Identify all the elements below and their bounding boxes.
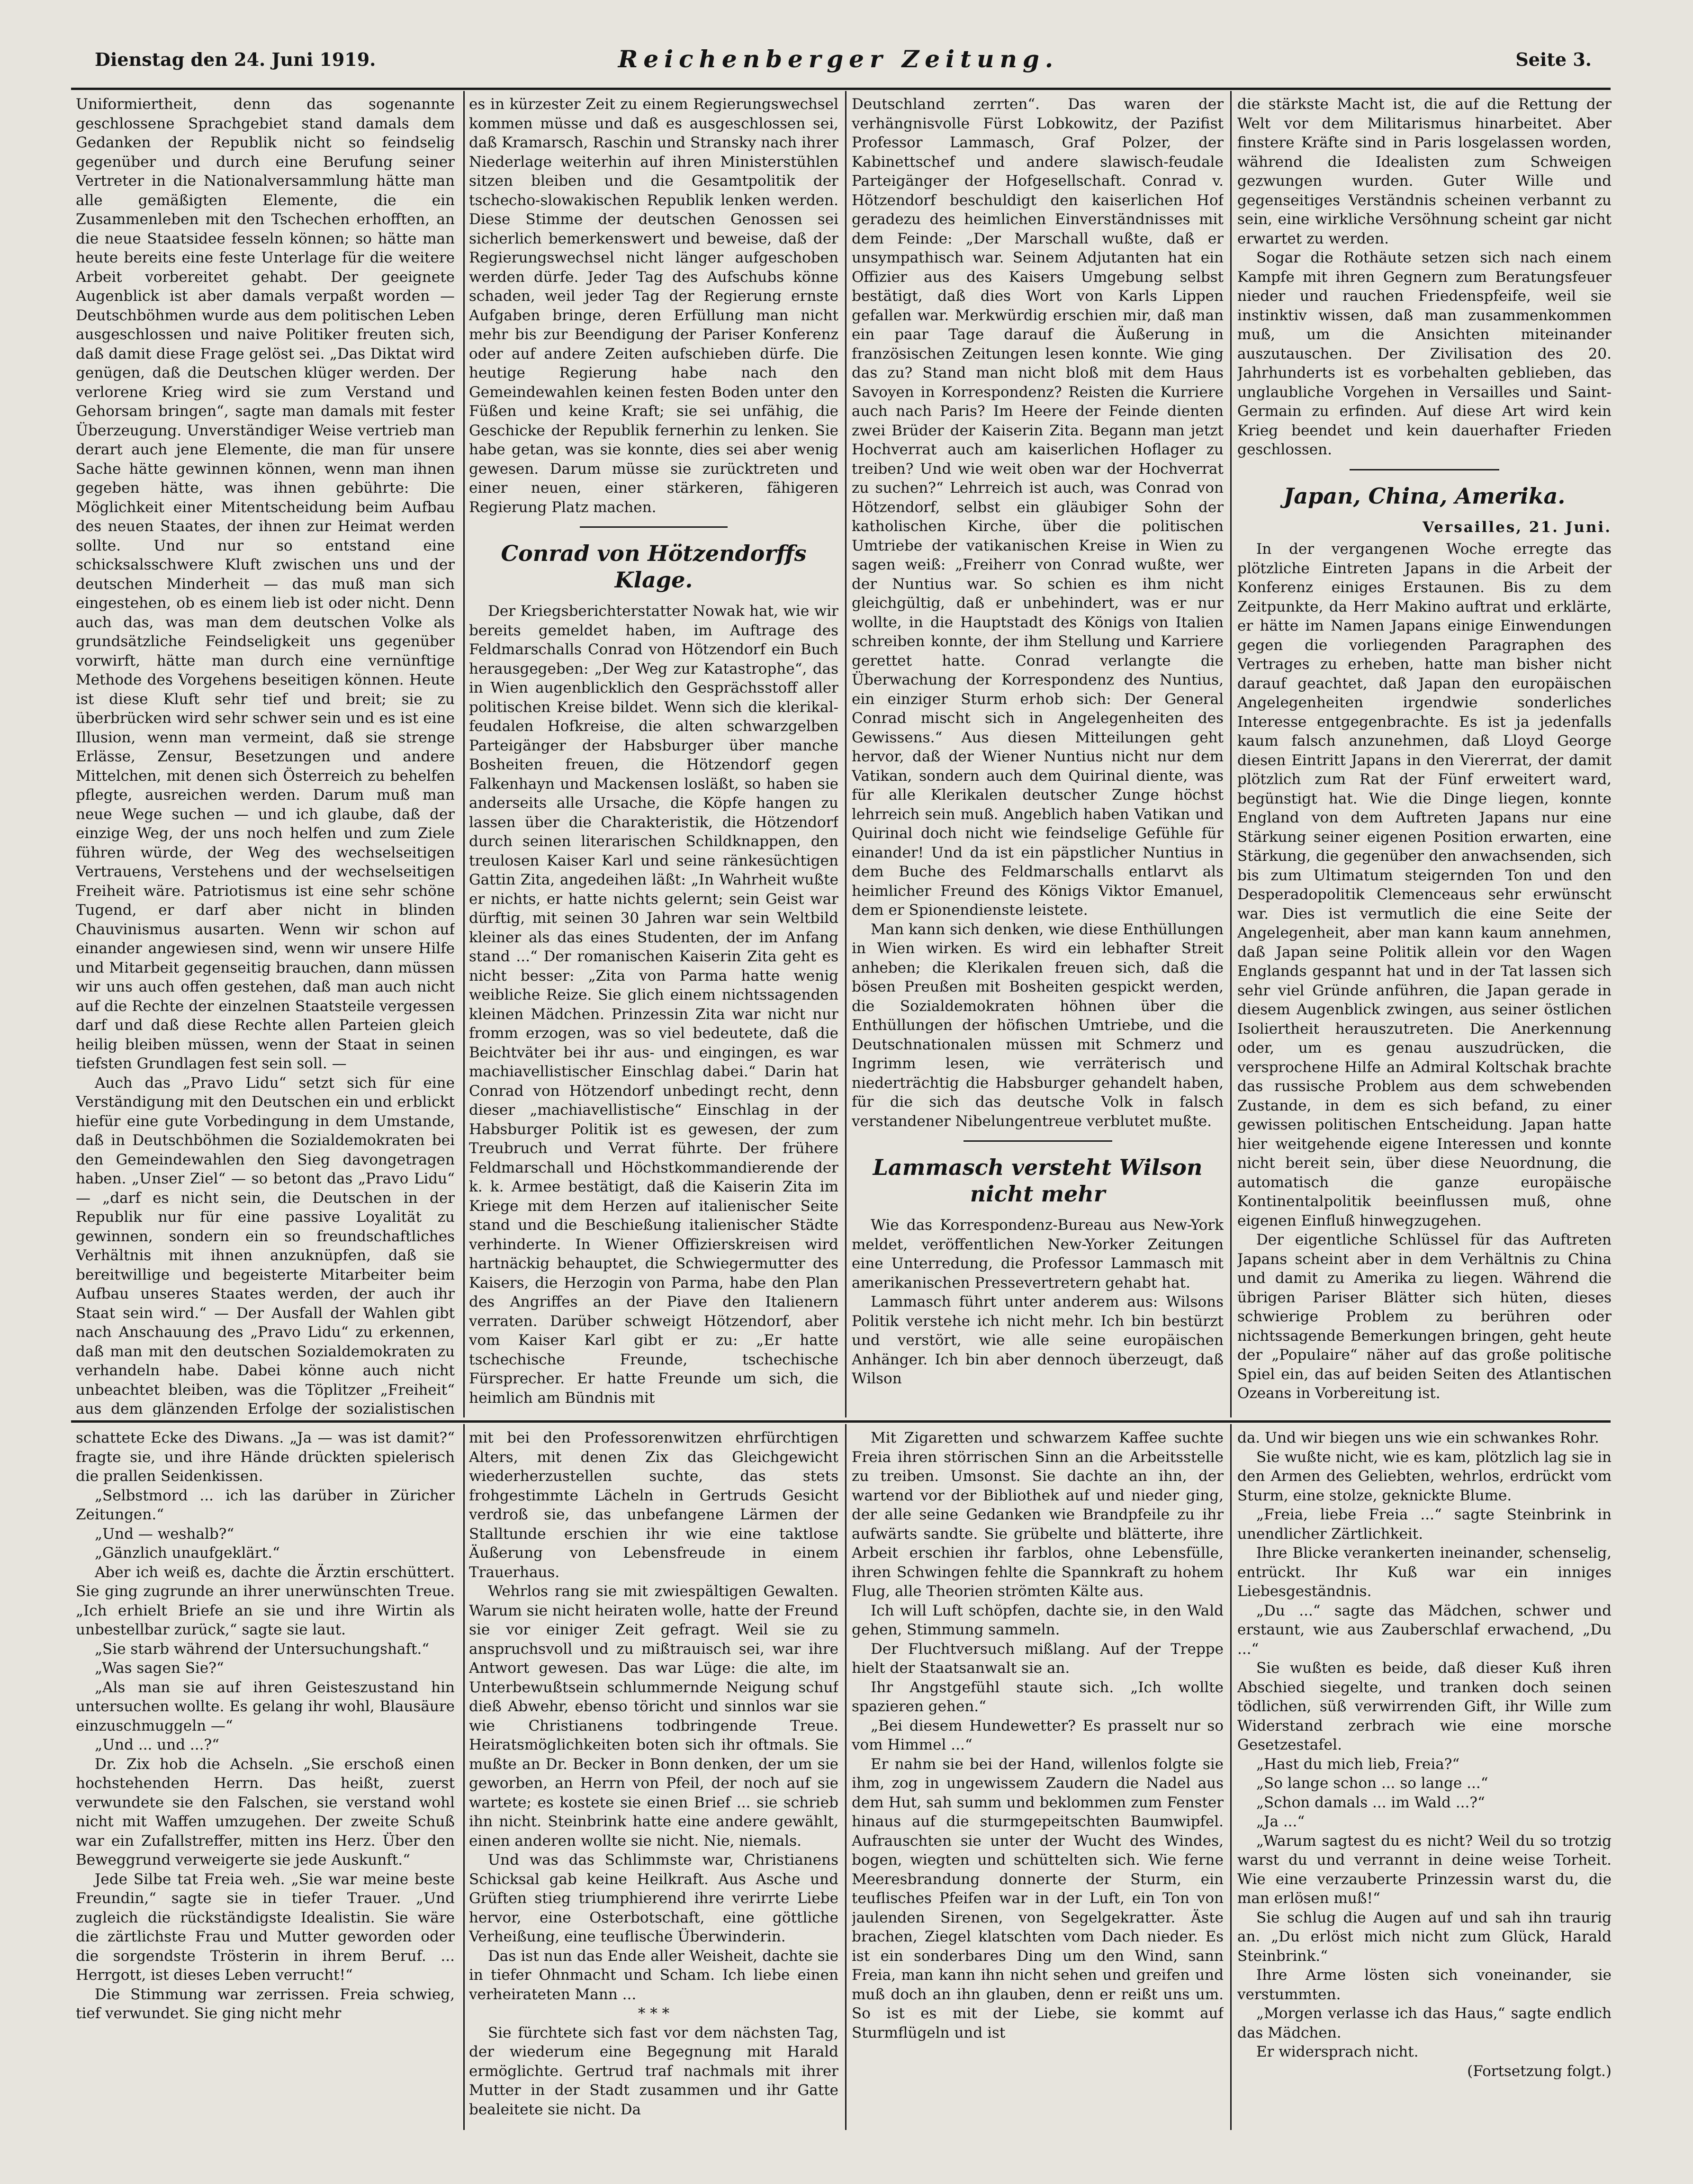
story-paragraph: Jede Silbe tat Freia weh. „Sie war meine beste Freundin,“ sagte sie in tiefer Trauer. „Und zugleich die rückständigste Idealistin. Sie wäre die zärtlichste Frau und Mutter geworden oder die sorgendste Trösterin in ihrem Beruf. ... Herrgott, ist dieses Leben verrucht!“ <box>76 1870 455 1984</box>
article-divider <box>1350 469 1499 470</box>
story-paragraph: „Freia, liebe Freia ...“ sagte Steinbrink in unendlicher Zärtlichkeit. <box>1237 1506 1612 1543</box>
story-paragraph: schattete Ecke des Diwans. „Ja — was ist damit?“ fragte sie, und ihre Hände drückten spielerisch die prallen Seidenkissen. <box>76 1429 455 1485</box>
column-2 <box>469 95 838 1417</box>
article-paragraph: die stärkste Macht ist, die auf die Rettung der Welt vor dem Militarismus hinarbeitet. Aber finstere Kräfte sind in Paris losgelassen worden, während die Idealisten zum Schweigen gezwungen wurden. Guter Wille und gegenseitiges Verständnis scheinen verbannt zu sein, eine wirkliche Versöhnung scheint gar nicht erwartet zu werden. <box>1237 96 1612 247</box>
article-divider <box>964 1140 1112 1142</box>
story-paragraph: Er nahm sie bei der Hand, willenlos folgte sie ihm, zog in ungewissem Zaudern die Nadel aus dem Hut, sah summ und beklommen zum Fenster hinaus auf die sturmgepeitschten Baumwipfel. Aufrauschten sie unter der Wucht des Windes, bogen, wiegten und schüttelten sich. Wie ferne Meeresbrandung donnerte der Sturm, ein teuflisches Pfeifen war in der Luft, ein Ton von jaulenden Sirenen, von Segelgekratter. Äste brachen, Ziegel klatschten vom Dach nieder. Es ist ein sonderbares Ding um den Wind, sann Freia, man kann ihn nicht sehen und greifen und muß doch an ihn glauben, denn er reißt uns um. So ist es mit der Liebe, sie kommt auf Sturmflügeln und ist <box>852 1755 1224 2041</box>
story-paragraph: Sie schlug die Augen auf und sah ihn traurig an. „Du erlöst mich nicht zum Glück, Harald Steinbrink.“ <box>1237 1909 1612 1965</box>
story-paragraph: „Und ... und ...?“ <box>95 1736 219 1753</box>
to-be-continued-note: (Fortsetzung folgt.) <box>1467 2062 1612 2080</box>
story-paragraph: Er widersprach nicht. <box>1256 2043 1419 2060</box>
story-paragraph: „Was sagen Sie?“ <box>95 1660 224 1677</box>
story-paragraph: „Als man sie auf ihren Geisteszustand hin untersuchen wollte. Es gelang ihr wohl, Blausäure einzuschmuggeln —“ <box>76 1679 455 1734</box>
column-rule <box>845 91 846 1417</box>
story-paragraph: Sie wußten es beide, daß dieser Kuß ihren Abschied siegelte, und tranken doch seinen tödlichen, süß verwirrenden Gift, ihr Wille zum Widerstand zerbrach wie eine morsche Gesetzestafel. <box>1237 1660 1612 1753</box>
story-paragraph: Das ist nun das Ende aller Weisheit, dachte sie in tiefer Ohnmacht und Scham. Ich liebe einen verheirateten Mann ... <box>469 1947 838 2003</box>
column-rule <box>463 1424 465 2130</box>
page-header <box>76 45 1601 83</box>
feuilleton-column-4 <box>1237 1428 1612 2130</box>
column-rule <box>845 1424 846 2130</box>
story-paragraph: „Und — weshalb?“ <box>95 1525 234 1543</box>
feuilleton-column-2 <box>469 1428 838 2130</box>
story-paragraph: Ihr Angstgefühl staute sich. „Ich wollte spazieren gehen.“ <box>852 1679 1224 1715</box>
story-paragraph: Ihre Arme lösten sich voneinander, sie verstummten. <box>1237 1967 1612 2003</box>
article-paragraph: Sogar die Rothäute setzen sich nach einem Kampfe mit ihren Gegnern zum Beratungsfeuer nieder und rauchen Friedenspfeife, weil sie instinktiv wissen, daß man zusammenkommen muß, um die Ansichten miteinander auszutauschen. Der Zivilisation des 20. Jahrhunderts ist es vorbehalten geblieben, das unglaubliche Vorgehen in Versailles und Saint-Germain zu erfinden. Auf diese Art wird kein Krieg beendet und kein dauerhafter Frieden geschlossen. <box>1237 249 1612 458</box>
article-paragraph: Der Kriegsberichterstatter Nowak hat, wie wir bereits gemeldet haben, im Auftrage des Feldmarschalls Conrad von Hötzendorf ein Buch herausgegeben: „Der Weg zur Katastrophe“, das in Wien augenblicklich den Gesprächsstoff aller politischen Kreise bildet. Wenn sich die klerikal-feudalen Hofkreise, die alten schwarzgelben Parteigänger der Habsburger über manche Bosheiten freuen, die Hötzendorf gegen Falkenhayn und Mackensen losläßt, so haben sie anderseits alle Ursache, die Köpfe hangen zu lassen über die Charakteristik, die Hötzendorf durch seinen literarischen Schildknappen, den treulosen Kaiser Karl und seine ränkesüchtigen Gattin Zita, angedeihen läßt: „In Wahrheit wußte er nichts, er hatte nichts gelernt; sein Geist war dürftig, mit seinen 30 Jahren war sein Weltbild kleiner als das eines Studenten, der im Anfang stand ...“ Der romanischen Kaiserin Zita geht es nicht besser: „Zita von Parma hatte wenig weibliche Reize. Sie glich einem nichtssagenden kleinen Mädchen. Prinzessin Zita war nicht nur fromm erzogen, was so viel bedeutete, daß die Beichtväter bei ihr aus- und eingingen, es war machiavellistischer Einschlag dabei.“ Darin hat Conrad von Hötzendorf unbedingt recht, denn dieser „machiavellistische“ Einschlag in der Habsburger Politik ist es gewesen, der zum Treubruch und Verrat führte. Der frühere Feldmarschall und Höchstkommandierende der k. k. Armee bestätigt, daß die Kaiserin Zita im Kriege mit dem Herzen auf italienischer Seite stand und die Beschießung italienischer Städte verhinderte. In Wiener Offizierskreisen wird hartnäckig behauptet, die Schwiegermutter des Kaisers, die Herzogin von Parma, habe den Plan des Angriffes an der Piave den Italienern verraten. Darüber schweigt Hötzendorf, aber vom Kaiser Karl gibt er zu: „Er hatte tschechische Freunde, tschechische Fürsprecher. Er hatte Freunde um sich, die heimlich am Bündnis mit <box>469 603 838 1407</box>
article-paragraph: Lammasch führt unter anderem aus: Wilsons Politik verstehe ich nicht mehr. Ich bin bestürzt und verstört, wie alle seine europäischen Anhänger. Ich bin aber dennoch überzeugt, daß Wilson <box>852 1293 1224 1387</box>
page-number: Seite 3. <box>1515 49 1592 70</box>
story-paragraph: „Du ...“ sagte das Mädchen, schwer und erstaunt, wie aus Zauberschlaf erwachend, „Du ...“ <box>1237 1602 1612 1658</box>
story-paragraph: Und was das Schlimmste war, Christianens Schicksal gab keine Heilkraft. Aus Asche und Grüften stieg triumphierend ihre verirrte Liebe hervor, eine Osterbotschaft, eine göttliche Verheißung, eine teuflische Überwinderin. <box>469 1851 838 1945</box>
story-paragraph: Dr. Zix hob die Achseln. „Sie erschoß einen hochstehenden Herrn. Das heißt, zuerst verwundete sie den Falschen, sie verstand wohl nicht mit Waffen umzugehen. Der zweite Schuß war ein Zufallstreffer, mitten ins Herz. Über den Beweggrund verweigerte sie jede Auskunft.“ <box>76 1755 455 1868</box>
story-paragraph: „Gänzlich unaufgeklärt.“ <box>95 1544 280 1561</box>
article-paragraph: es in kürzester Zeit zu einem Regierungswechsel kommen müsse und daß es ausgeschlossen sei, daß Kramarsch, Raschin und Stransky nach ihrer Niederlage weiterhin auf ihren Ministerstühlen sitzen bleiben und die Gesamtpolitik der tschecho-slowakischen Republik lenken werden. Diese Stimme der deutschen Genossen sei sicherlich bemerkenswert und beweise, daß der Regierungswechsel nicht länger aufgeschoben werden dürfe. Jeder Tag des Aufschubs könne schaden, weil jeder Tag der Regierung ernste Aufgaben bringe, deren Erfüllung man nicht mehr bis zur Beendigung der Pariser Konferenz oder auf andere Zeiten aufschieben dürfe. Die heutige Regierung habe nach den Gemeindewahlen keinen festen Boden unter den Füßen und keine Kraft; sie sei unfähig, die Geschicke der Republik fernerhin zu lenken. Sie habe getan, was sie konnte, dies sei aber wenig gewesen. Darum müsse sie zurücktreten und einer neuen, einer stärkeren, fähigeren Regierung Platz machen. <box>469 96 838 516</box>
story-paragraph: Wehrlos rang sie mit zwiespältigen Gewalten. Warum sie nicht heiraten wolle, hatte der Freund sie vor einiger Zeit gefragt. Weil sie zu anspruchsvoll und zu mißtrauisch sei, war ihre Antwort gewesen. Das war Lüge: die alte, im Unterbewußtsein schlummernde Neigung schuf dieß Abwehr, ebenso töricht und sinnlos war sie wie Christianens todbringende Treue. Heiratsmöglichkeiten boten sich ihr oftmals. Sie mußte an Dr. Becker in Bonn denken, der um sie geworben, an Herrn von Pfeil, der noch auf sie wartete; es kostete sie einen Brief ... sie schrieb ihn nicht. Steinbrink hatte eine andere gewählt, einen anderen wollte sie nicht. Nie, niemals. <box>469 1583 838 1850</box>
column-rule <box>463 91 465 1417</box>
story-paragraph: „Morgen verlasse ich das Haus,“ sagte endlich das Mädchen. <box>1237 2005 1612 2041</box>
column-4 <box>1237 95 1612 1417</box>
story-paragraph: „Hast du mich lieb, Freia?“ <box>1256 1755 1460 1773</box>
article-paragraph: Deutschland zerrten“. Das waren der verhängnisvolle Fürst Lobkowitz, der Pazifist Professor Lammasch, Graf Polzer, der Kabinettschef und andere slawisch-feudale Parteigänger der Hofgesellschaft. Conrad v. Hötzendorf beschuldigt den kaiserlichen Hof geradezu des heimlichen Einverständnisses mit dem Feinde: „Der Marschall wußte, daß er unsympathisch war. Seinem Adjutanten hat ein Offizier aus des Kaisers Umgebung selbst bestätigt, daß dies Wort von Karls Lippen gefallen war. Merkwürdig erschien mir, daß man ein paar Tage darauf die Äußerung in französischen Zeitungen lesen konnte. Wie ging das zu? Stand man nicht bloß mit dem Haus Savoyen in Korrespondenz? Reisten die Kurriere auch nach Paris? Im Heere der Feinde dienten zwei Brüder der Kaiserin Zita. Begann man jetzt Hochverrat auch am kaiserlichen Hoflager zu treiben? Und wie weit oben war der Hochverrat zu suchen?“ Lehrreich ist auch, was Conrad von Hötzendorf, selbst ein gläubiger Sohn der katholischen Kirche, über die politischen Umtriebe der vatikanischen Kreise in Wien zu sagen weiß: „Freiherr von Conrad wußte, wer der Nuntius war. So schien es ihm nicht gleichgültig, daß er unbehindert, was er nur wollte, in die Hauptstadt des Königs von Italien schreiben konnte, der ihm Stellung und Karriere gerettet hatte. Conrad verlangte die Überwachung der Korrespondenz des Nuntius, ein einziger Sturm erhob sich: Der General Conrad mischt sich in Angelegenheiten des Gewissens.“ Aus diesen Mitteilungen geht hervor, daß der Wiener Nuntius nicht nur dem Vatikan, sondern auch dem Quirinal diente, was für alle Klerikalen deutscher Zunge höchst lehrreich sein muß. Angeblich haben Vatikan und Quirinal doch nicht wie feindselige Gefühle für einander! Und da ist ein päpstlicher Nuntius in dem Buche des Feldmarschalls entlarvt als heimlicher Freund des Königs Viktor Emanuel, dem er Spionendienste leistete. <box>852 96 1224 919</box>
story-paragraph: Der Fluchtversuch mißlang. Auf der Treppe hielt der Staatsanwalt sie an. <box>852 1640 1224 1677</box>
story-paragraph: mit bei den Professorenwitzen ehrfürchtigen Alters, mit denen Zix das Gleichgewicht wiederherzustellen suchte, das stets frohgestimmte Lächeln in Gertruds Gesicht verdroß sie, das unbefangene Lärmen der Stalltunde erschien ihr wie eine taktlose Äußerung von Lebensfreude in einem Trauerhaus. <box>469 1429 838 1581</box>
article-paragraph: Uniformiertheit, denn das sogenannte geschlossene Sprachgebiet stand damals dem Gedanken der Republik nicht so feindselig gegenüber und durch eine Berufung seiner Vertreter in die Nationalversammlung hätte man alle gemäßigten Elemente, die ein Zusammenleben mit den Tschechen erhofften, an die neue Staatsidee fesseln können; so hätte man heute bereits eine feste Unterlage für die weitere Arbeit vorbereitet gehabt. Der geeignete Augenblick ist aber damals verpaßt worden — Deutschböhmen wurde aus dem politischen Leben ausgeschlossen und naive Politiker freuten sich, daß damit diese Frage gelöst sei. „Das Diktat wird genügen, daß die Deutschen klüger werden. Der verlorene Krieg wird sie zum Verstand und Gehorsam bringen“, sagte man damals mit fester Überzeugung. Unverständiger Weise vertrieb man derart auch jene Elemente, die man für unsere Sache hätte gewinnen können, wenn man ihnen gegeben hätte, was ihnen gebührte: Die Möglichkeit einer Mitentscheidung beim Aufbau des neuen Staates, der ihnen zur Heimat werden sollte. Und nur so entstand eine schicksalsschwere Kluft zwischen uns und der deutschen Minderheit — das muß man sich eingestehen, ob es einem lieb ist oder nicht. Denn auch das, was man dem deutschen Volke als grundsätzliche Feindseligkeit uns gegenüber vorwirft, hätte man durch eine vernünftige Methode des Vorgehens beseitigen können. Heute ist diese Kluft sehr tief und breit; sie zu überbrücken wird sehr schwer sein und es ist eine Illusion, wenn man vermeint, daß sie strenge Erlässe, Zensur, Besetzungen und andere Mittelchen, mit denen sich Österreich zu behelfen pflegte, ausreichen werden. Darum muß man neue Wege suchen — und ich glaube, daß der einzige Weg, der uns noch helfen und zum Ziele führen würde, der Weg des wechselseitigen Vertrauens, Verstehens und der wechselseitigen Freiheit wäre. Patriotismus ist eine sehr schöne Tugend, er darf aber nicht in blinden Chauvinismus ausarten. Wenn wir schon auf einander angewiesen sind, wenn wir unsere Hilfe und Mitarbeit gegenseitig brauchen, dann müssen wir uns auch offen gestehen, daß man auch nicht auf die Rechte der einzelnen Staatsteile vergessen darf und daß diese Rechte allen Parteien gleich heilig bleiben müssen, wenn der Staat in seinen tiefsten Grundlagen fest sein soll. — <box>76 96 455 1072</box>
column-rule <box>1230 1424 1232 2130</box>
story-paragraph: Ich will Luft schöpfen, dachte sie, in den Wald gehen, Stimmung sammeln. <box>852 1602 1224 1638</box>
column-1 <box>76 95 455 1417</box>
article-divider <box>580 526 728 528</box>
story-paragraph: „Sie starb während der Untersuchungshaft.“ <box>95 1640 430 1658</box>
story-paragraph: „Bei diesem Hundewetter? Es prasselt nur so vom Himmel ...“ <box>852 1717 1224 1753</box>
article-paragraph: Man kann sich denken, wie diese Enthüllungen in Wien wirken. Es wird ein lebhafter Streit anheben; die Klerikalen freuen sich, daß die bösen Preußen mit Bosheiten gespickt werden, die Sozialdemokraten höhnen über die Enthüllungen der höfischen Umtriebe, und die Deutschnationalen müssen mit Schmerz und Ingrimm lesen, wie verräterisch und niederträchtig die Habsburger gehandelt haben, für die sich das deutsche Volk in falsch verstandener Nibelungentreue verblutet mußte. <box>852 921 1224 1130</box>
story-paragraph: „Warum sagtest du es nicht? Weil du so trotzig warst du und verrannt in deine weise Torheit. Wie eine verzauberte Prinzessin warst du, die man erlösen muß!“ <box>1237 1832 1612 1907</box>
story-paragraph: „Ja ...“ <box>1256 1813 1305 1830</box>
story-paragraph: Ihre Blicke verankerten ineinander, schenselig, entrückt. Ihr Kuß war ein inniges Liebesgeständnis. <box>1237 1544 1612 1600</box>
article-paragraph: Wie das Korrespondenz-Bureau aus New-York meldet, veröffentlichen New-Yorker Zeitungen eine Unterredung, die Professor Lammasch mit amerikanischen Pressevertretern gehabt hat. <box>852 1217 1224 1291</box>
header-rule <box>71 88 1611 90</box>
story-paragraph: „So lange schon ... so lange ...“ <box>1256 1775 1488 1792</box>
article-paragraph: Auch das „Pravo Lidu“ setzt sich für eine Verständigung mit den Deutschen ein und erblickt hiefür eine gute Vorbedingung in dem Umstande, daß in Deutschböhmen die Sozialdemokraten bei den Gemeindewahlen den Sieg davongetragen haben. „Unser Ziel“ — so betont das „Pravo Lidu“ — „darf es nicht sein, die Deutschen in der Republik nur für eine passive Loyalität zu gewinnen, sondern ein so freundschaftliches Verhältnis mit ihnen anzuknüpfen, daß sie bereitwillige und begeisterte Mitarbeiter beim Aufbau unseres Staates werden, der auch ihr Staat sein wird.“ — Der Ausfall der Wahlen gibt nach Anschauung des „Pravo Lidu“ zu erkennen, daß man mit den deutschen Sozialdemokraten zu verhandeln habe. Dabei könne auch nicht unbeachtet bleiben, was die Töplitzer „Freiheit“ aus dem glänzenden Erfolge der sozialistischen <box>76 1074 455 1417</box>
story-paragraph: „Schon damals ... im Wald ...?“ <box>1256 1794 1485 1811</box>
feuilleton-column-1 <box>76 1428 455 2130</box>
story-paragraph: Sie fürchtete sich fast vor dem nächsten Tag, der wiederum eine Begegnung mit Harald ermöglichte. Gertrud traf nachmals mit ihrer Mutter in der Stadt zusammen und ihr Gatte bealeitete sie nicht. Da <box>469 2024 838 2118</box>
article-dateline: Versailles, 21. Juni. <box>1423 518 1612 536</box>
feuilleton-separator-rule <box>71 1420 1611 1423</box>
column-rule <box>1230 91 1232 1417</box>
article-heading: Lammasch versteht Wilson nicht mehr <box>873 1155 1203 1207</box>
story-paragraph: Sie wußte nicht, wie es kam, plötzlich lag sie in den Armen des Geliebten, wehrlos, erdrückt vom Sturm, eine stolze, geknickte Blume. <box>1237 1448 1612 1504</box>
story-paragraph: Mit Zigaretten und schwarzem Kaffee suchte Freia ihren störrischen Sinn an die Arbeitsstelle zu treiben. Umsonst. Sie dachte an ihn, der wartend vor der Bibliothek auf und nieder ging, der alle seine Gedanken wie Brandpfeile zu ihr aufwärts sandte. Sie grübelte und blätterte, ihre Arbeit erschien ihr farblos, ohne Lebensfülle, ihren Schwingen fehlte die Spannkraft zu hohem Flug, alle Theorien strömten Kälte aus. <box>852 1429 1224 1600</box>
header-date: Dienstag den 24. Juni 1919. <box>95 49 376 70</box>
feuilleton-column-3 <box>852 1428 1224 2130</box>
story-paragraph: Aber ich weiß es, dachte die Ärztin erschüttert. Sie ging zugrunde an ihrer unerwünschten Treue. „Ich erhielt Briefe an sie und ihre Wirtin als unbestellbar zurück,“ sagte sie laut. <box>76 1563 455 1638</box>
story-paragraph: Die Stimmung war zerrissen. Freia schwieg, tief verwundet. Sie ging nicht mehr <box>76 1985 455 2022</box>
section-break: * * * <box>638 2005 670 2022</box>
story-paragraph: da. Und wir biegen uns wie ein schwankes Rohr. <box>1237 1429 1599 1446</box>
masthead-title: Reichenberger Zeitung. <box>618 45 1059 73</box>
article-paragraph: In der vergangenen Woche erregte das plötzliche Eintreten Japans in die Arbeit der Konferenz einiges Erstaunen. Bis zu dem Zeitpunkte, da Herr Makino auftrat und erklärte, er hätte im Namen Japans einige Einwendungen gegen die vorliegenden Paragraphen des Vertrages zu erheben, hatte man bisher nicht darauf geachtet, daß Japan den europäischen Angelegenheiten irgendwie sonderliches Interesse entgegenbrachte. Es ist ja jedenfalls kaum falsch anzunehmen, daß Lloyd George diesen Eintritt Japans in den Viererrat, der damit plötzlich zum Rat der Fünf erweitert ward, begünstigt hat. Wie die Dinge liegen, konnte England von dem Auftreten Japans nur eine Stärkung seiner eigenen Position erwarten, eine Stärkung, die gegenüber den anwachsenden, sich bis zum Ultimatum steigernden Ton und den Desperadopolitik Clemenceaus sehr erwünscht war. Dies ist vermutlich die eine Seite der Angelegenheit, aber man kann kaum annehmen, daß Japan seine Politik allein vor den Wagen Englands gespannt hat und in der Tat lassen sich sehr viel Gründe anführen, die Japan gerade in diesem Augenblick zwingen, aus seiner östlichen Isoliertheit herauszutreten. Die Anerkennung oder, um es genau auszudrücken, die versprochene Hilfe an Admiral Koltschak brachte das russische Problem aus dem schwebenden Zustande, in dem es sich befand, zu einer gewissen politischen Entscheidung. Japan hatte hier weitgehende eigene Interessen und konnte nicht bereit sein, über diese Neuordnung, die automatisch die ganze europäische Kontinentalpolitik beeinflussen muß, ohne eigenen Einfluß hinwegzugehen. <box>1237 541 1612 1229</box>
article-heading: Conrad von Hötzendorffs Klage. <box>501 541 807 593</box>
story-paragraph: „Selbstmord ... ich las darüber in Züricher Zeitungen.“ <box>76 1487 455 1523</box>
column-3 <box>852 95 1224 1417</box>
article-paragraph: Der eigentliche Schlüssel für das Auftreten Japans scheint aber in dem Verhältnis zu China und damit zu Amerika zu liegen. Während die übrigen Pariser Blätter sich hüten, dieses schwierige Problem zu berühren oder nichtssagende Bemerkungen bringen, geht heute der „Populaire“ näher auf das große politische Spiel ein, das auf beiden Seiten des Atlantischen Ozeans in Vorbereitung ist. <box>1237 1231 1612 1402</box>
article-heading: Japan, China, Amerika. <box>1283 483 1566 509</box>
